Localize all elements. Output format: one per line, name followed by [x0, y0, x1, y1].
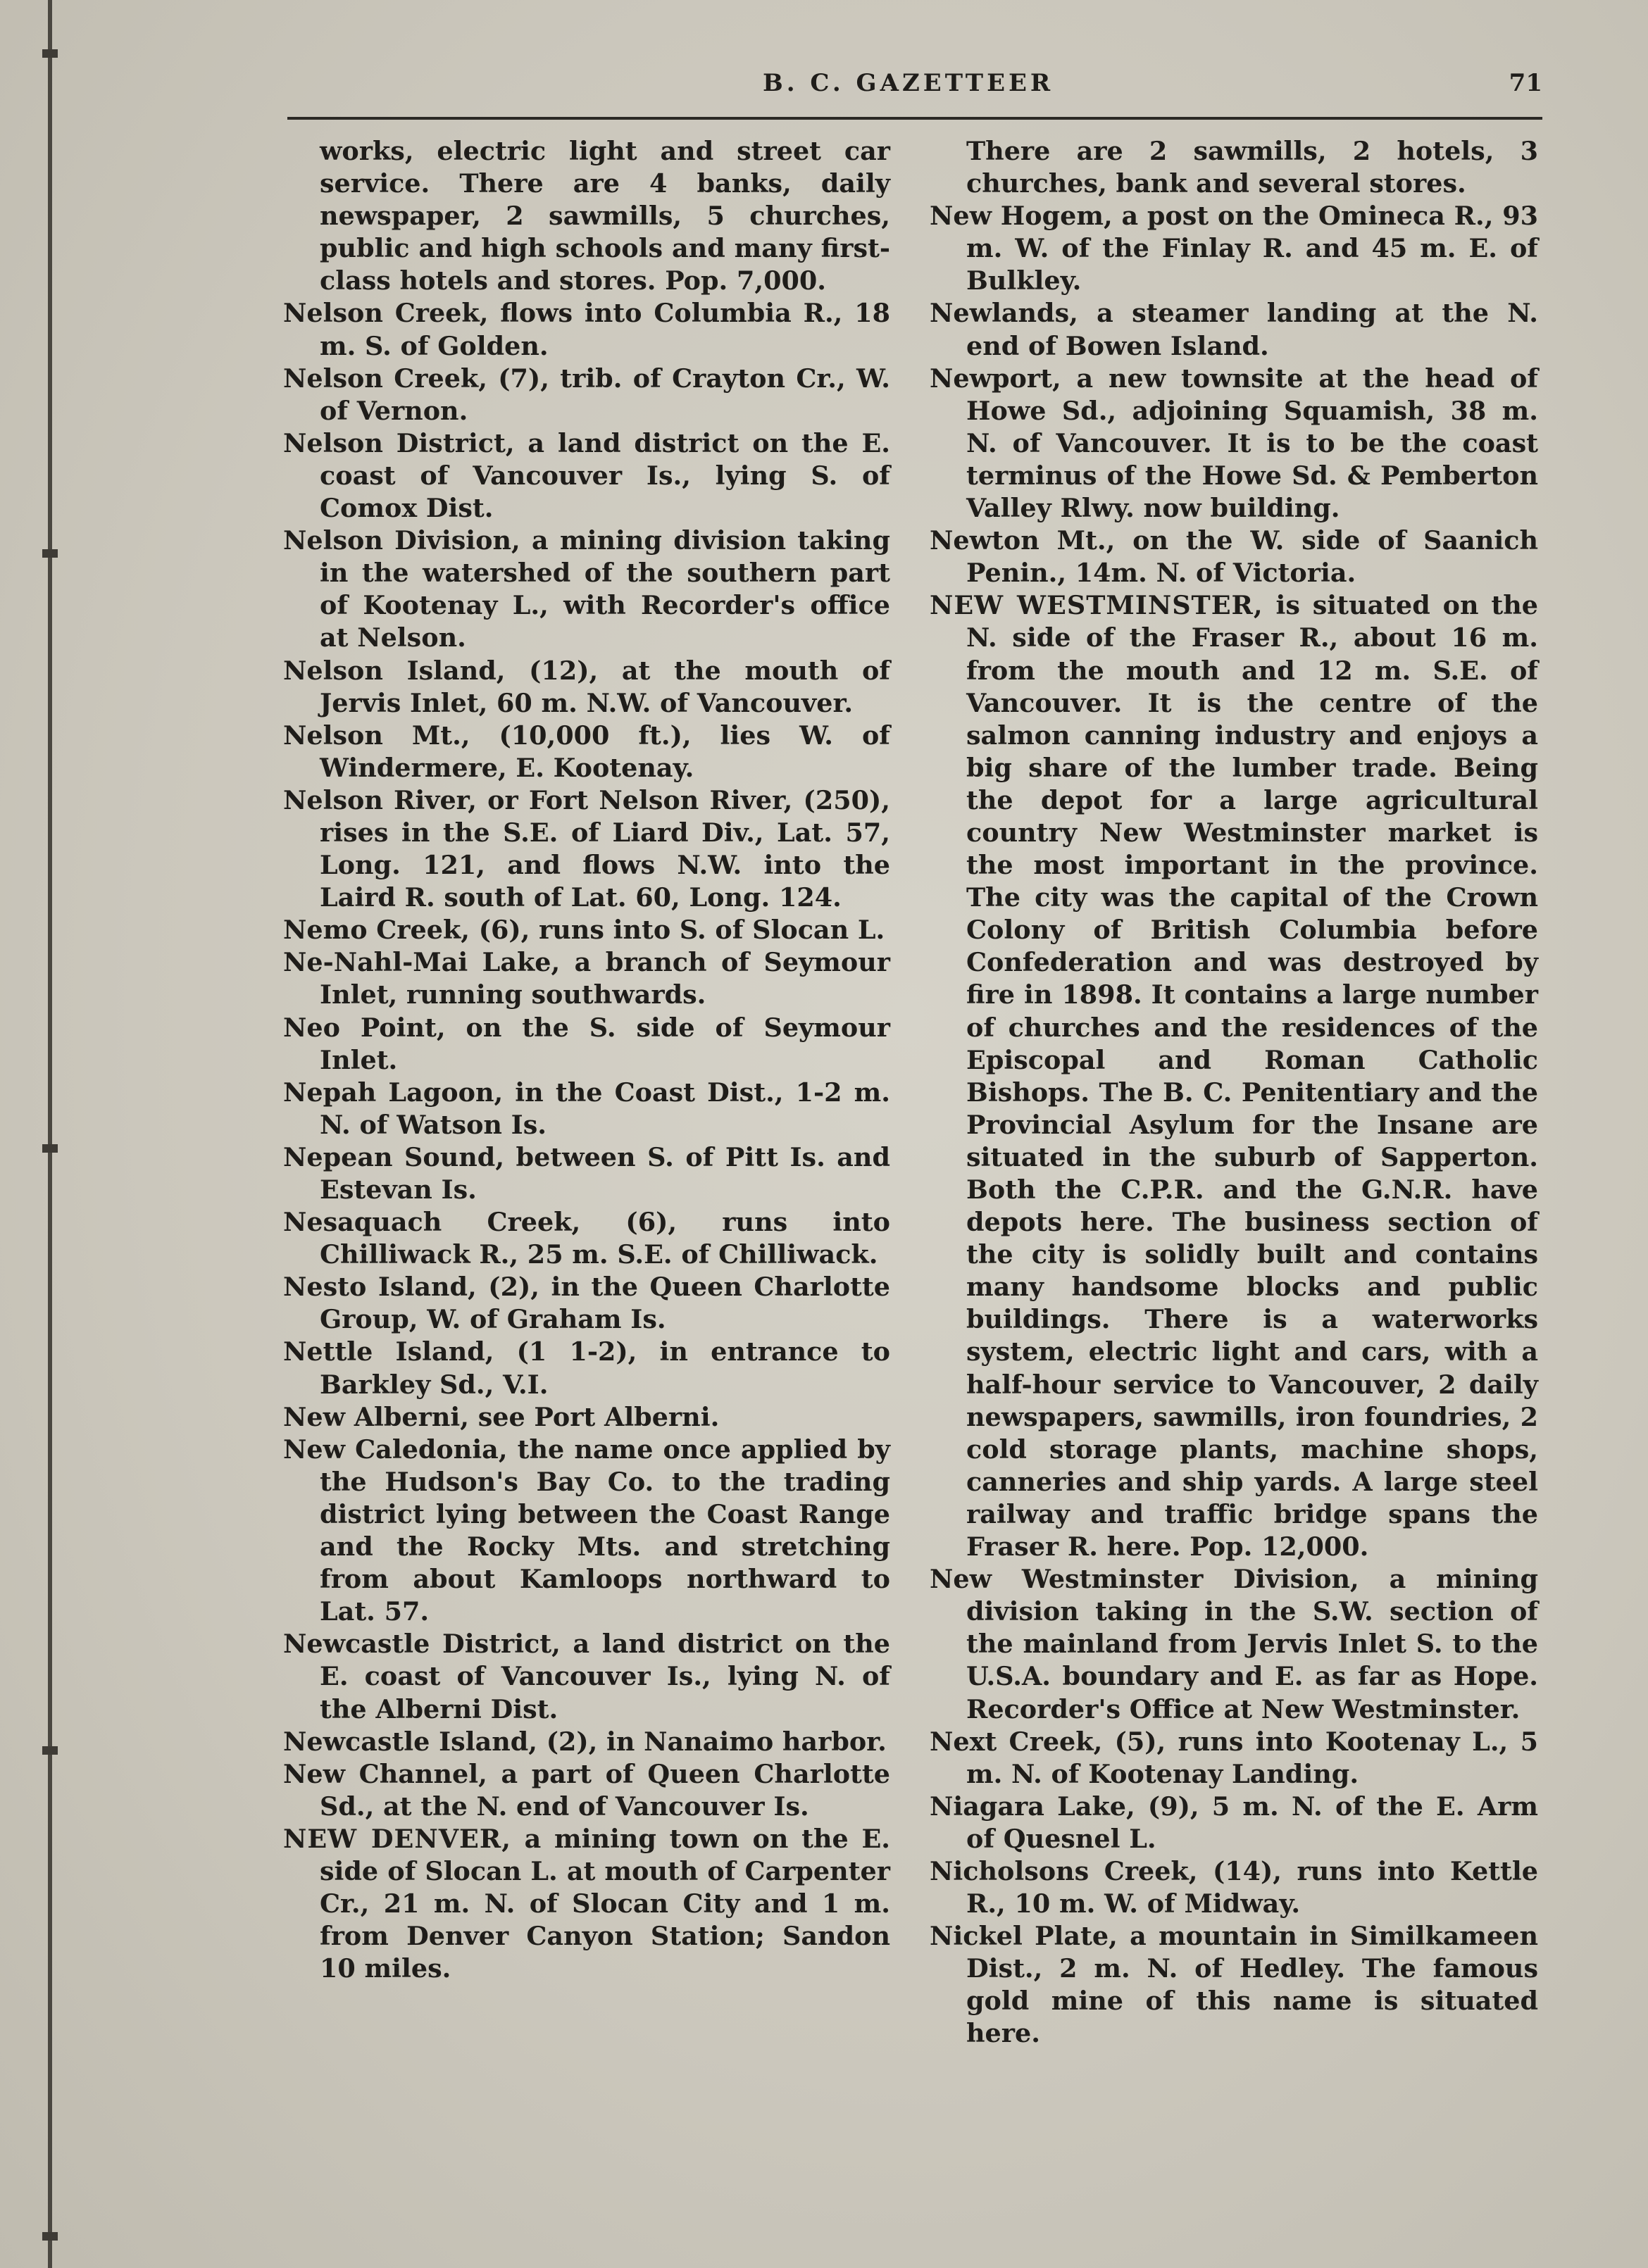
- binding-edge: [48, 0, 52, 2268]
- entry-headword: NEW WESTMINSTER,: [930, 590, 1263, 621]
- gazetteer-entry: Nelson Division, a mining division taking in the watershed of the southern part of Kootenay L., with Recorder's office at Nelson.: [283, 525, 890, 653]
- gazetteer-entry: Ne-Nahl-Mai Lake, a branch of Seymour Inlet, running southwards.: [283, 947, 890, 1010]
- gazetteer-entry: New Alberni, see Port Alberni.: [283, 1401, 720, 1432]
- gazetteer-entry: Niagara Lake, (9), 5 m. N. of the E. Arm of Quesnel L.: [930, 1791, 1538, 1854]
- gazetteer-entry: Newton Mt., on the W. side of Saanich Penin., 14m. N. of Victoria.: [930, 525, 1538, 589]
- gazetteer-entry: Nemo Creek, (6), runs into S. of Slocan L.: [283, 915, 885, 946]
- gazetteer-entry-new-denver: [283, 1823, 890, 1985]
- entry-text: is situated on the N. side of the Fraser R., about 16 m. from the mouth and 12 m. S.E. of Vancouver. It is the centre of the salmon canning industry and enjoys a big share of the lumber trade. Being the depot for a large agricultural country New Westminster market is the most important in the province. The city was the capital of the Crown Colony of British Columbia before Confederation and was destroyed by fire in 1898. It contains a large number of churches and the residences of the Episcopal and Roman Catholic Bishops. The B. C. Penitentiary and the Provincial Asylum for the Insane are situated in the suburb of Sapperton. Both the C.P.R. and the G.N.R. have depots here. The business section of the city is solidly built and contains many handsome blocks and public buildings. There is a waterworks system, electric light and cars, with a half-hour service to Vancouver, 2 daily newspapers, sawmills, iron foundries, 2 cold storage plants, machine shops, canneries and ship yards. A large steel railway and traffic bridge spans the Fraser R. here. Pop. 12,000.: [966, 590, 1538, 1562]
- binding-stitch: [42, 2232, 58, 2241]
- gazetteer-entry: Nelson District, a land district on the E. coast of Vancouver Is., lying S. of Comox Dist.: [283, 427, 890, 524]
- entry-text: a mining town on the E. side of Slocan L. at mouth of Carpenter Cr., 21 m. N. of Slocan City and 1 m. from Denver Canyon Station; Sandon 10 miles.: [320, 1823, 890, 1984]
- right-column: [930, 135, 1538, 2050]
- left-column: [283, 135, 890, 1985]
- gazetteer-entry: Nelson Creek, flows into Columbia R., 18 m. S. of Golden.: [283, 298, 890, 361]
- gazetteer-entry: Nickel Plate, a mountain in Similkameen Dist., 2 m. N. of Hedley. The famous gold mine of this name is situated here.: [930, 1921, 1538, 2049]
- gazetteer-entry: Nepean Sound, between S. of Pitt Is. and Estevan Is.: [283, 1141, 890, 1205]
- gazetteer-entry: Nelson River, or Fort Nelson River, (250), rises in the S.E. of Liard Div., Lat. 57, Long. 121, and flows N.W. into the Laird R. south of Lat. 60, Long. 124.: [283, 784, 890, 913]
- page-header: [287, 68, 1542, 120]
- gazetteer-entry: Newport, a new townsite at the head of Howe Sd., adjoining Squamish, 38 m. N. of Vancouver. It is to be the coast terminus of the Howe Sd. & Pemberton Valley Rlwy. now building.: [930, 363, 1538, 524]
- gazetteer-entry: Next Creek, (5), runs into Kootenay L., 5 m. N. of Kootenay Landing.: [930, 1726, 1538, 1789]
- gazetteer-entry-new-westminster: [930, 589, 1538, 1563]
- continuation-paragraph: There are 2 sawmills, 2 hotels, 3 churches, bank and several stores.: [966, 136, 1538, 199]
- gazetteer-entry: New Caledonia, the name once applied by the Hudson's Bay Co. to the trading district lying between the Coast Range and the Rocky Mts. and stretching from about Kamloops northward to Lat. 57.: [283, 1434, 890, 1627]
- gazetteer-entry: New Hogem, a post on the Omineca R., 93 m. W. of the Finlay R. and 45 m. E. of Bulkley.: [930, 201, 1538, 296]
- gazetteer-entry: Nettle Island, (1 1-2), in entrance to Barkley Sd., V.I.: [283, 1336, 890, 1400]
- gazetteer-entry: Newlands, a steamer landing at the N. end of Bowen Island.: [930, 298, 1538, 361]
- binding-stitch: [42, 1746, 58, 1755]
- gazetteer-entry: Nesto Island, (2), in the Queen Charlotte Group, W. of Graham Is.: [283, 1272, 890, 1335]
- gazetteer-entry: Nesaquach Creek, (6), runs into Chilliwack R., 25 m. S.E. of Chilliwack.: [283, 1207, 890, 1270]
- gazetteer-entry: Nelson Creek, (7), trib. of Crayton Cr., W. of Vernon.: [283, 363, 890, 426]
- gazetteer-entry: Newcastle District, a land district on the E. coast of Vancouver Is., lying N. of the Alberni Dist.: [283, 1629, 890, 1724]
- gazetteer-entry: Nicholsons Creek, (14), runs into Kettle R., 10 m. W. of Midway.: [930, 1855, 1538, 1919]
- binding-stitch: [42, 549, 58, 558]
- entry-headword: NEW DENVER,: [283, 1823, 511, 1854]
- gazetteer-entry: Nelson Island, (12), at the mouth of Jervis Inlet, 60 m. N.W. of Vancouver.: [283, 655, 890, 718]
- gazetteer-entry: Nepah Lagoon, in the Coast Dist., 1-2 m. N. of Watson Is.: [283, 1077, 890, 1140]
- continuation-paragraph: works, electric light and street car service. There are 4 banks, daily newspaper, 2 sawmills, 5 churches, public and high schools and many first-class hotels and stores. Pop. 7,000.: [320, 136, 890, 296]
- gazetteer-entry: New Channel, a part of Queen Charlotte Sd., at the N. end of Vancouver Is.: [283, 1758, 890, 1822]
- gazetteer-entry: New Westminster Division, a mining division taking in the S.W. section of the mainland from Jervis Inlet S. to the U.S.A. boundary and E. as far as Hope. Recorder's Office at New Westminster.: [930, 1564, 1538, 1724]
- gazetteer-entry: Neo Point, on the S. side of Seymour Inlet.: [283, 1012, 890, 1075]
- binding-stitch: [42, 49, 58, 58]
- running-title: B. C. GAZETTEER: [763, 69, 1054, 97]
- gazetteer-entry: Nelson Mt., (10,000 ft.), lies W. of Windermere, E. Kootenay.: [283, 720, 890, 783]
- binding-stitch: [42, 1144, 58, 1153]
- page-number: 71: [1509, 69, 1542, 97]
- gazetteer-entry: Newcastle Island, (2), in Nanaimo harbor.: [283, 1726, 887, 1757]
